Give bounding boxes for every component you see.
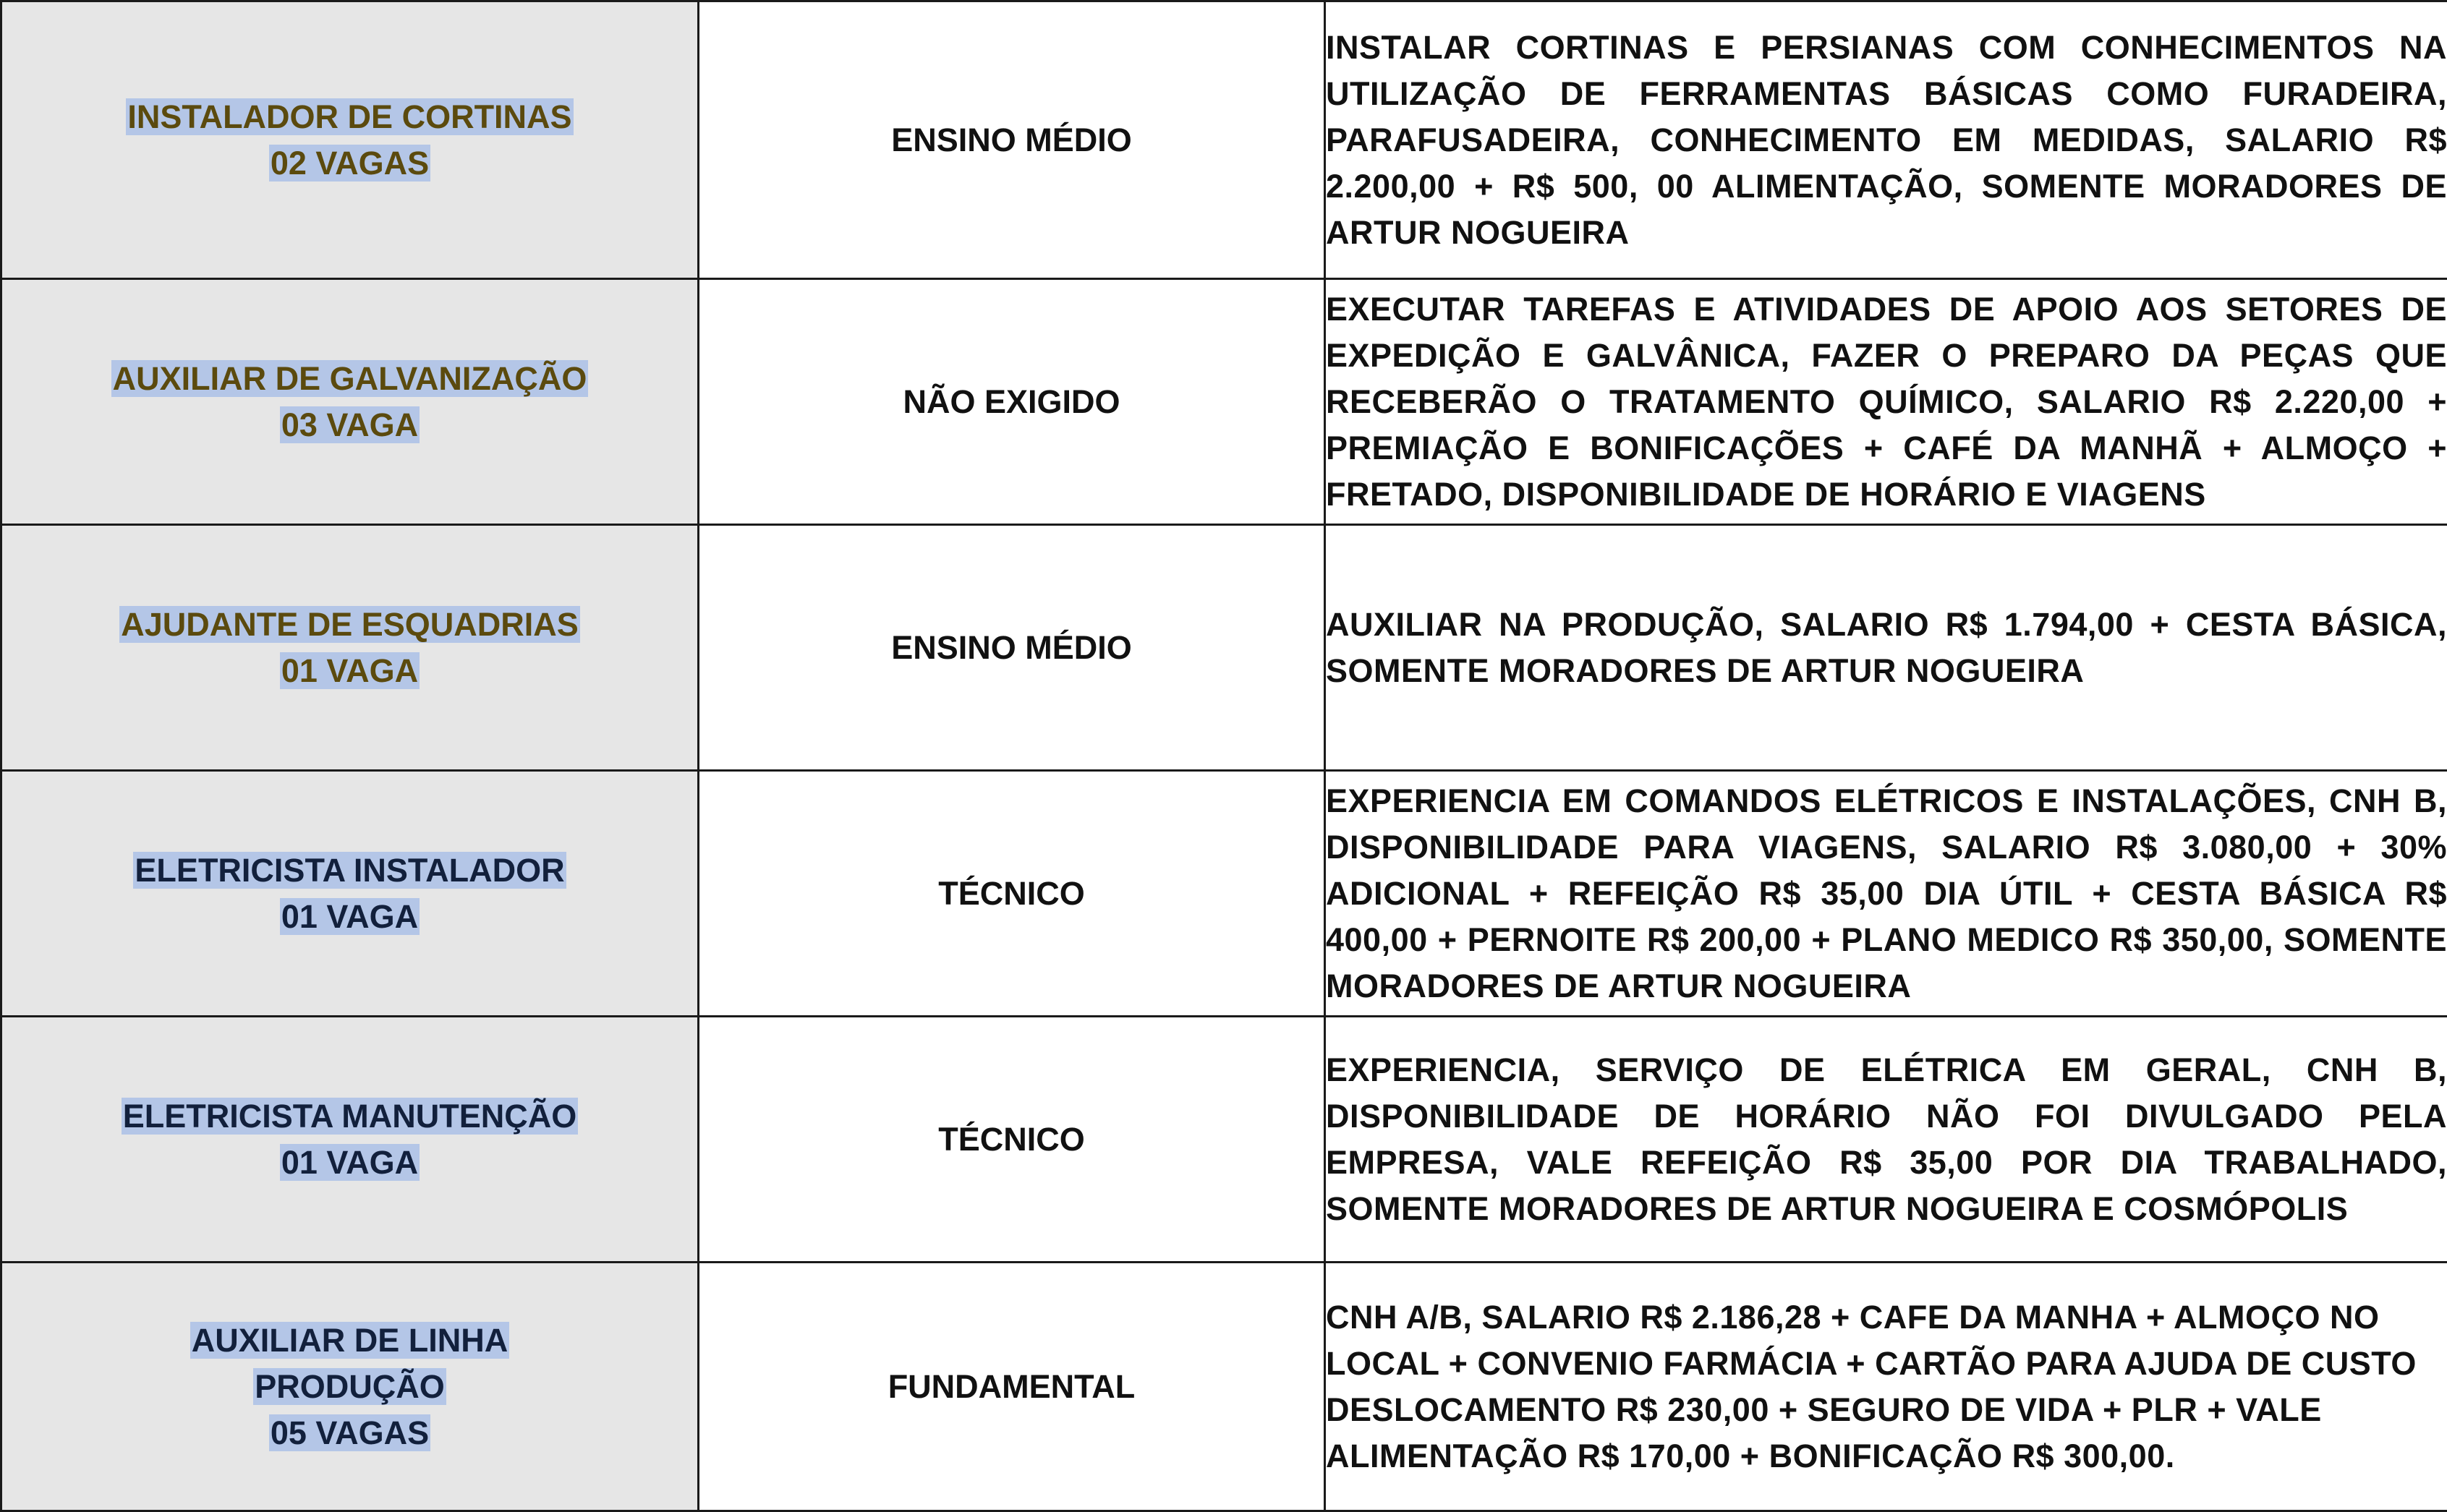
description-cell: EXPERIENCIA, SERVIÇO DE ELÉTRICA EM GERAL, CNH B, DISPONIBILIDADE DE HORÁRIO NÃO FOI DIVULGADO PELA EMPRESA, VALE REFEIÇÃO R$ 35,00 POR DIA TRABALHADO, SOMENTE MORADORES DE ARTUR NOGUEIRA E COSMÓPOLIS <box>1325 1017 2447 1263</box>
table-row <box>1 1017 2447 1263</box>
description-cell: INSTALAR CORTINAS E PERSIANAS COM CONHECIMENTOS NA UTILIZAÇÃO DE FERRAMENTAS BÁSICAS COMO FURADEIRA, PARAFUSADEIRA, CONHECIMENTO EM MEDIDAS, SALARIO R$ 2.200,00 + R$ 500, 00 ALIMENTAÇÃO, SOMENTE MORADORES DE ARTUR NOGUEIRA <box>1325 1 2447 279</box>
role-cell <box>1 1 699 279</box>
role-cell <box>1 1017 699 1263</box>
vacancy-count: 01 VAGA <box>280 1144 420 1181</box>
role-cell <box>1 1263 699 1511</box>
education-cell: TÉCNICO <box>699 1017 1325 1263</box>
role-title: ELETRICISTA MANUTENÇÃO <box>122 1098 578 1135</box>
role-cell <box>1 279 699 525</box>
role-cell <box>1 771 699 1017</box>
description-cell: EXECUTAR TAREFAS E ATIVIDADES DE APOIO AOS SETORES DE EXPEDIÇÃO E GALVÂNICA, FAZER O PREPARO DA PEÇAS QUE RECEBERÃO O TRATAMENTO QUÍMICO, SALARIO R$ 2.220,00 + PREMIAÇÃO E BONIFICAÇÕES + CAFÉ DA MANHÃ + ALMOÇO + FRETADO, DISPONIBILIDADE DE HORÁRIO E VIAGENS <box>1325 279 2447 525</box>
education-cell: NÃO EXIGIDO <box>699 279 1325 525</box>
role-title: INSTALADOR DE CORTINAS <box>126 98 573 135</box>
table-row <box>1 1 2447 279</box>
description-cell: CNH A/B, SALARIO R$ 2.186,28 + CAFE DA MANHA + ALMOÇO NO LOCAL + CONVENIO FARMÁCIA + CARTÃO PARA AJUDA DE CUSTO DESLOCAMENTO R$ 230,00 + SEGURO DE VIDA + PLR + VALE ALIMENTAÇÃO R$ 170,00 + BONIFICAÇÃO R$ 300,00. <box>1325 1263 2447 1511</box>
education-cell: ENSINO MÉDIO <box>699 1 1325 279</box>
education-cell: TÉCNICO <box>699 771 1325 1017</box>
vacancy-count: 02 VAGAS <box>269 145 430 181</box>
role-title-line2: PRODUÇÃO <box>253 1368 446 1405</box>
education-cell: ENSINO MÉDIO <box>699 525 1325 771</box>
vacancy-count: 03 VAGA <box>280 406 420 443</box>
role-title: AJUDANTE DE ESQUADRIAS <box>119 606 580 643</box>
education-cell: FUNDAMENTAL <box>699 1263 1325 1511</box>
vacancy-count: 05 VAGAS <box>269 1414 430 1451</box>
table-row <box>1 279 2447 525</box>
role-title: ELETRICISTA INSTALADOR <box>133 852 566 889</box>
table-row <box>1 1263 2447 1511</box>
vacancy-count: 01 VAGA <box>280 898 420 935</box>
role-cell <box>1 525 699 771</box>
role-title: AUXILIAR DE LINHA <box>190 1322 510 1359</box>
description-cell: AUXILIAR NA PRODUÇÃO, SALARIO R$ 1.794,00 + CESTA BÁSICA, SOMENTE MORADORES DE ARTUR NOGUEIRA <box>1325 525 2447 771</box>
role-title: AUXILIAR DE GALVANIZAÇÃO <box>111 360 589 397</box>
description-cell: EXPERIENCIA EM COMANDOS ELÉTRICOS E INSTALAÇÕES, CNH B, DISPONIBILIDADE PARA VIAGENS, SALARIO R$ 3.080,00 + 30% ADICIONAL + REFEIÇÃO R$ 35,00 DIA ÚTIL + CESTA BÁSICA R$ 400,00 + PERNOITE R$ 200,00 + PLANO MEDICO R$ 350,00, SOMENTE MORADORES DE ARTUR NOGUEIRA <box>1325 771 2447 1017</box>
table-row <box>1 771 2447 1017</box>
table-row <box>1 525 2447 771</box>
vacancy-count: 01 VAGA <box>280 652 420 689</box>
